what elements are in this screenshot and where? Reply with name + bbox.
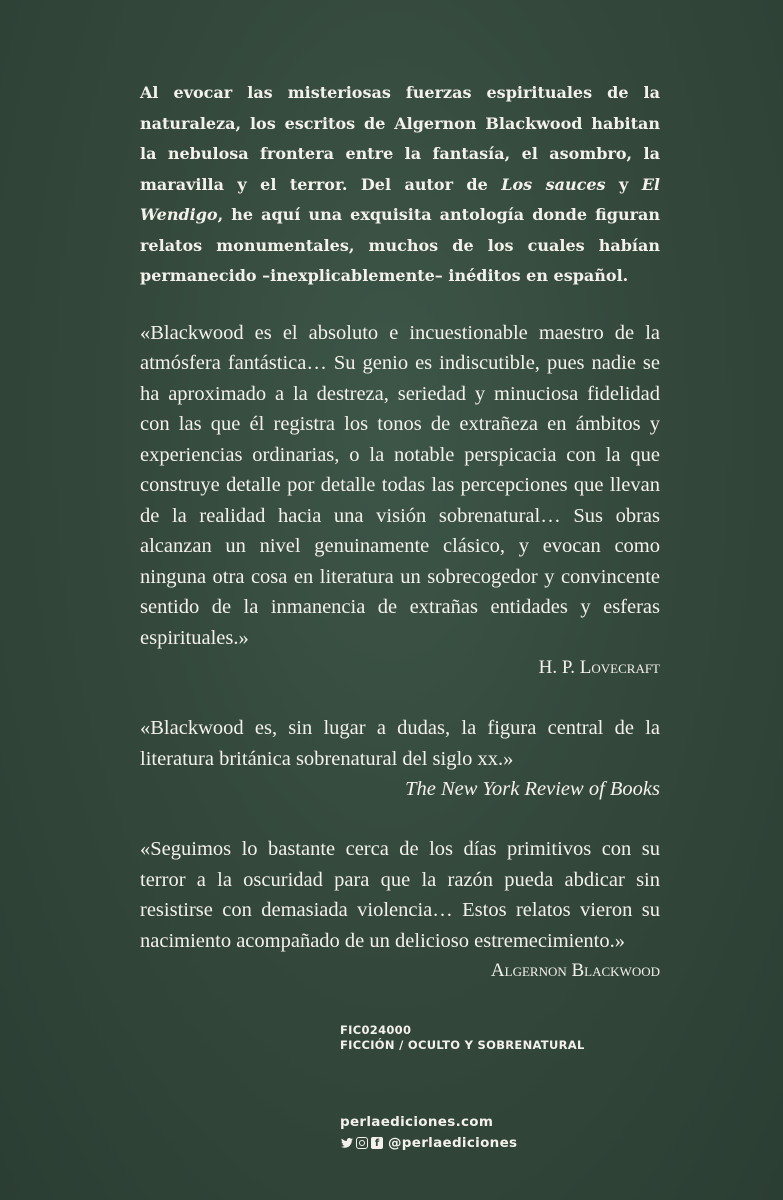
publisher-contact [340,1112,517,1151]
quote-blackwood: «Seguimos lo bastante cerca de los días primitivos con su terror a la oscuridad para que la razón pueda abdicar sin resistirse con demasiada violencia… Estos relatos vieron su nacimiento acompañado de un delicioso estremecimiento.» [140,838,660,952]
facebook-icon[interactable]: f [371,1137,383,1149]
book-title-los-sauces: Los sauces [501,174,606,194]
quote-lovecraft: «Blackwood es el absoluto e incuestionable maestro de la atmósfera fantástica… Su genio es indiscutible, pues nadie se ha aproximado a la destreza, seriedad y minuciosa fidelidad con las que él registra los tonos de extrañeza en ámbitos y experiencias ordinarias, o la notable perspicacia con la que construye detalle por detalle todas las percepciones que llevan de la realidad hacia una visión sobrenatural… Sus obras alcanzan un nivel genuinamente clásico, y evocan como ninguna otra cosa en literatura un sobrecogedor y convincente sentido de la inmanencia de extrañas entidades y esferas espirituales.» [140,321,660,649]
synopsis-blurb: Al evocar las misteriosas fuerzas espirituales de la naturaleza, los escritos de Algernon Blackwood habitan la nebulosa frontera entre la fantasía, el asombro, la maravilla y el terror. Del autor de Los sauces y El Wendigo, he aquí una exquisita antología donde figuran relatos monumentales, muchos de los cuales habían permanecido –inexplicablemente– inéditos en español. [140,83,660,285]
bisac-code: FIC024000 [340,1023,412,1037]
social-links [340,1135,517,1151]
publisher-website[interactable]: perlaediciones.com [340,1114,494,1130]
quote-author-nyrb: The New York Review of Books [405,778,660,800]
twitter-icon[interactable] [340,1137,353,1150]
bisac-label: FICCIÓN / OCULTO Y SOBRENATURAL [340,1038,585,1052]
bisac-category [340,1023,585,1053]
book-title-el-wendigo: El Wendigo [140,174,660,224]
social-handle[interactable]: @perlaediciones [388,1135,518,1151]
quote-nyrb: «Blackwood es, sin lugar a dudas, la figura central de la literatura británica sobrenatural del siglo xx.» [140,717,660,770]
instagram-icon[interactable] [356,1137,368,1149]
quote-author-blackwood: Algernon Blackwood [490,960,660,981]
quote-author-lovecraft: H. P. Lovecraft [538,657,660,678]
text-column [140,78,660,1016]
